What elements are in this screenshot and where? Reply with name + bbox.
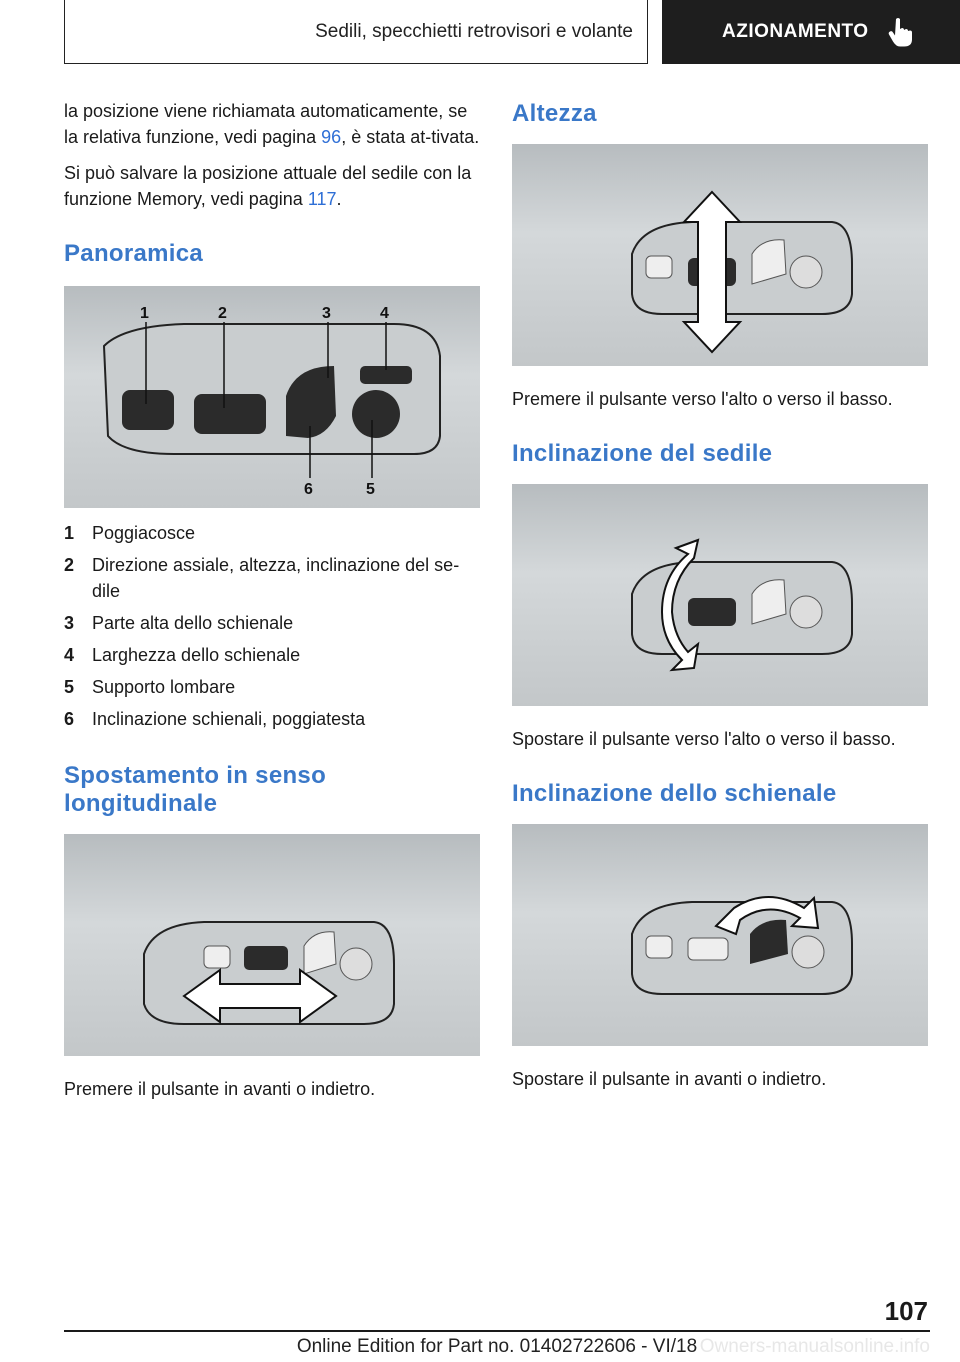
legend-item: 4 Larghezza dello schienale — [64, 645, 301, 665]
longitudinal-adjustment-image — [64, 834, 480, 1056]
figure-label: 2 — [218, 305, 227, 322]
legend-item: 3 Parte alta dello schienale — [64, 613, 294, 633]
height-adjustment-image — [512, 144, 928, 366]
height-title: Altezza — [512, 100, 597, 127]
section-header — [662, 0, 960, 64]
footer-edition — [64, 1336, 930, 1358]
backrest-title: Inclinazione dello schienale — [512, 780, 837, 807]
intro-paragraph-1: la posizione viene richiamata automaticamente, se la relativa funzione, vedi pagina 96, è stata at-tivata. — [64, 101, 480, 147]
backrest-caption: Spostare il pulsante in avanti o indietro. — [512, 1069, 827, 1089]
figure-label: 3 — [322, 305, 331, 322]
backrest-tilt-image — [512, 824, 928, 1046]
watermark-text: Owners-manualsonline.info — [699, 1336, 930, 1357]
legend-item: 2 Direzione assiale, altezza, inclinazione del se-dile — [64, 555, 460, 601]
figure-label: 1 — [140, 305, 149, 322]
legend-item: 1 Poggiacosce — [64, 523, 196, 543]
left-column — [64, 98, 480, 1102]
edition-text: Online Edition for Part no. 01402722606 - VI/18 — [296, 1336, 698, 1357]
intro-paragraph-2: Si può salvare la posizione attuale del sedile con la funzione Memory, vedi pagina 117. — [64, 163, 472, 209]
figure-label: 6 — [304, 481, 313, 498]
right-column — [512, 98, 928, 1092]
page-link-96[interactable]: 96 — [321, 127, 342, 147]
seat-tilt-image — [512, 484, 928, 706]
figure-label: 5 — [366, 481, 375, 498]
height-caption: Premere il pulsante verso l'alto o verso il basso. — [512, 389, 893, 409]
seat-tilt-title: Inclinazione del sedile — [512, 440, 773, 467]
chapter-title: Sedili, specchietti retrovisori e volante — [315, 20, 633, 42]
legend-item: 5 Supporto lombare — [64, 677, 236, 697]
seat-tilt-caption: Spostare il pulsante verso l'alto o verso il basso. — [512, 729, 896, 749]
overview-title: Panoramica — [64, 240, 204, 267]
section-title: AZIONAMENTO — [722, 21, 869, 42]
chapter-header — [64, 0, 648, 64]
footer-divider — [64, 1330, 930, 1332]
overview-legend — [64, 520, 480, 732]
hand-pointer-icon — [887, 17, 913, 47]
overview-seat-controls-image — [64, 286, 480, 508]
page-link-117[interactable]: 117 — [307, 189, 337, 209]
longitudinal-title: Spostamento in senso longitudinale — [64, 762, 327, 817]
longitudinal-caption: Premere il pulsante in avanti o indietro. — [64, 1079, 376, 1099]
page-number: 107 — [884, 1296, 928, 1326]
figure-label: 4 — [380, 305, 389, 322]
legend-item: 6 Inclinazione schienali, poggiatesta — [64, 709, 366, 729]
